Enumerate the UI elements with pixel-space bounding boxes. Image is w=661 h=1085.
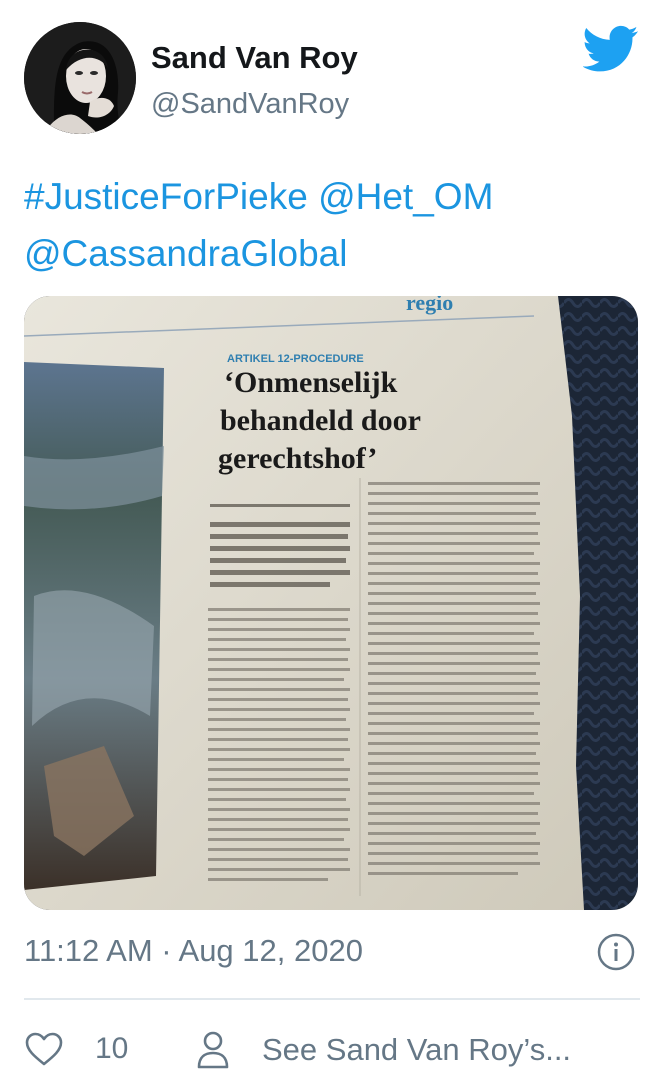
- tweet-text: [24, 168, 644, 282]
- newspaper-section: regio: [406, 296, 454, 315]
- author-name[interactable]: Sand Van Roy: [151, 40, 358, 75]
- newspaper-headline-line3: gerechtshof’: [218, 442, 378, 475]
- tweet-photo[interactable]: [24, 296, 638, 910]
- avatar-photo: [24, 22, 136, 134]
- divider: [24, 998, 640, 1000]
- newspaper-headline-line1: ‘Onmenselijk: [224, 366, 398, 399]
- info-icon[interactable]: [596, 932, 636, 972]
- like-count: 10: [95, 1032, 129, 1065]
- person-icon[interactable]: [196, 1030, 230, 1070]
- mention-cassandraglobal[interactable]: @CassandraGlobal: [24, 233, 348, 274]
- avatar[interactable]: [24, 22, 136, 134]
- newspaper-headline-line2: behandeld door: [220, 404, 421, 437]
- heart-icon[interactable]: [24, 1031, 64, 1067]
- author-handle[interactable]: @SandVanRoy: [151, 88, 350, 120]
- mention-het-om[interactable]: @Het_OM: [318, 176, 494, 217]
- newspaper-kicker: ARTIKEL 12-PROCEDURE: [227, 353, 364, 365]
- tweet-timestamp[interactable]: 11:12 AM · Aug 12, 2020: [24, 933, 363, 968]
- newspaper-photo: [24, 296, 638, 910]
- hashtag-justiceforpieke[interactable]: #JusticeForPieke: [24, 176, 308, 217]
- twitter-bird-icon[interactable]: [583, 24, 639, 74]
- see-profile-link[interactable]: See Sand Van Roy’s...: [262, 1032, 572, 1067]
